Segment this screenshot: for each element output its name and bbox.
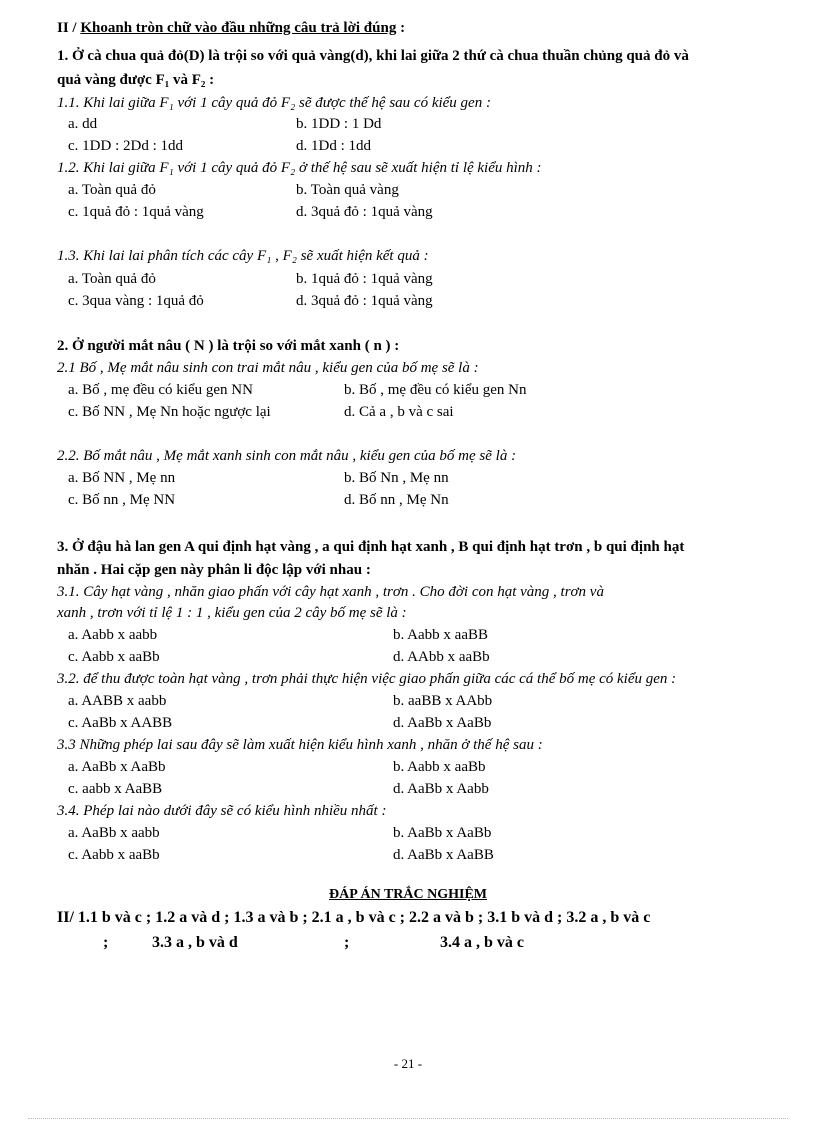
answer-key-heading: ĐÁP ÁN TRẮC NGHIỆM bbox=[328, 887, 488, 902]
q3-2-option-b[interactable]: b. aaBB x AAbb bbox=[393, 693, 493, 709]
q3-3-option-b[interactable]: b. Aabb x aaBb bbox=[393, 759, 486, 775]
q2-1-option-c[interactable]: c. Bố NN , Mẹ Nn hoặc ngược lại bbox=[68, 404, 271, 420]
answer-key-line2-3-3: 3.3 a , b và d bbox=[152, 934, 238, 951]
q3-1-prompt-line1: 3.1. Cây hạt vàng , nhăn giao phấn với cây hạt xanh , trơn . Cho đời con hạt vàng , trơn và bbox=[57, 584, 604, 600]
q1-3-prompt: 1.3. Khi lai lai phân tích các cây F₁ , F₂ sẽ xuất hiện kết quả : bbox=[57, 248, 429, 264]
q3-4-prompt: 3.4. Phép lai nào dưới đây sẽ có kiểu hình nhiều nhất : bbox=[57, 803, 387, 819]
q1-1-option-b[interactable]: b. 1DD : 1 Dd bbox=[296, 116, 382, 132]
q1-1-option-d[interactable]: d. 1Dd : 1dd bbox=[296, 138, 371, 154]
q3-4-option-a[interactable]: a. AaBb x aabb bbox=[68, 825, 160, 841]
q3-stem-line1: 3. Ở đậu hà lan gen A qui định hạt vàng , a qui định hạt xanh , B qui định hạt trơn , b qui định hạt bbox=[57, 539, 685, 555]
section-heading-prefix: II / bbox=[57, 20, 77, 36]
q1-3-option-b[interactable]: b. 1quả đỏ : 1quả vàng bbox=[296, 271, 433, 287]
q3-3-option-d[interactable]: d. AaBb x Aabb bbox=[393, 781, 489, 797]
q3-2-option-a[interactable]: a. AABB x aabb bbox=[68, 693, 167, 709]
q1-2-option-b[interactable]: b. Toàn quả vàng bbox=[296, 182, 399, 198]
section-heading-suffix: : bbox=[400, 20, 406, 36]
q3-1-option-c[interactable]: c. Aabb x aaBb bbox=[68, 649, 160, 665]
q1-3-option-a[interactable]: a. Toàn quả đỏ bbox=[68, 271, 156, 287]
q1-3-option-c[interactable]: c. 3qua vàng : 1quả đỏ bbox=[68, 293, 204, 309]
q3-2-option-c[interactable]: c. AaBb x AABB bbox=[68, 715, 173, 731]
q1-2-option-d[interactable]: d. 3quả đỏ : 1quả vàng bbox=[296, 204, 433, 220]
q3-4-option-d[interactable]: d. AaBb x AaBB bbox=[393, 847, 494, 863]
q2-2-option-a[interactable]: a. Bố NN , Mẹ nn bbox=[68, 470, 176, 486]
q1-2-prompt: 1.2. Khi lai giữa F₁ với 1 cây quả đỏ F₂ ở thế hệ sau sẽ xuất hiện tỉ lệ kiểu hình : bbox=[57, 160, 542, 176]
q3-2-option-d[interactable]: d. AaBb x AaBb bbox=[393, 715, 492, 731]
page-bottom-divider bbox=[28, 1118, 788, 1119]
q3-4-option-b[interactable]: b. AaBb x AaBb bbox=[393, 825, 492, 841]
q2-2-option-c[interactable]: c. Bố nn , Mẹ NN bbox=[68, 492, 176, 508]
q1-stem-line2: quả vàng được F₁ và F₂ : bbox=[57, 72, 215, 88]
answer-key-line2-3-4: 3.4 a , b và c bbox=[440, 934, 524, 951]
answer-key-line2-sep1: ; bbox=[103, 934, 109, 951]
q1-1-prompt: 1.1. Khi lai giữa F₁ với 1 cây quả đỏ F₂ sẽ được thế hệ sau có kiểu gen : bbox=[57, 95, 491, 111]
q3-1-option-b[interactable]: b. Aabb x aaBB bbox=[393, 627, 488, 643]
q3-3-option-c[interactable]: c. aabb x AaBB bbox=[68, 781, 163, 797]
q1-1-option-a[interactable]: a. dd bbox=[68, 116, 98, 132]
q2-stem: 2. Ở người mắt nâu ( N ) là trội so với mắt xanh ( n ) : bbox=[57, 338, 400, 354]
q3-1-prompt-line2: xanh , trơn với tỉ lệ 1 : 1 , kiểu gen của 2 cây bố mẹ sẽ là : bbox=[57, 605, 407, 621]
q1-2-option-a[interactable]: a. Toàn quả đỏ bbox=[68, 182, 156, 198]
q2-1-option-d[interactable]: d. Cả a , b và c sai bbox=[344, 404, 454, 420]
q2-1-option-a[interactable]: a. Bố , mẹ đều có kiểu gen NN bbox=[68, 382, 253, 398]
q1-stem-line1: 1. Ở cà chua quả đỏ(D) là trội so với quả vàng(d), khi lai giữa 2 thứ cà chua thuần chủng quả đỏ và bbox=[57, 48, 689, 64]
answer-key-line1: II/ 1.1 b và c ; 1.2 a và d ; 1.3 a và b ; 2.1 a , b và c ; 2.2 a và b ; 3.1 b và d ; 3.2 a , b và c bbox=[57, 909, 651, 926]
q3-3-prompt: 3.3 Những phép lai sau đây sẽ làm xuất hiện kiểu hình xanh , nhăn ở thế hệ sau : bbox=[57, 737, 543, 753]
q3-1-option-d[interactable]: d. AAbb x aaBb bbox=[393, 649, 490, 665]
q2-1-option-b[interactable]: b. Bố , mẹ đều có kiểu gen Nn bbox=[344, 382, 527, 398]
q1-3-option-d[interactable]: d. 3quả đỏ : 1quả vàng bbox=[296, 293, 433, 309]
q2-1-prompt: 2.1 Bố , Mẹ mắt nâu sinh con trai mắt nâu , kiểu gen của bố mẹ sẽ là : bbox=[57, 360, 479, 376]
q3-4-option-c[interactable]: c. Aabb x aaBb bbox=[68, 847, 160, 863]
q1-1-option-c[interactable]: c. 1DD : 2Dd : 1dd bbox=[68, 138, 183, 154]
q3-3-option-a[interactable]: a. AaBb x AaBb bbox=[68, 759, 166, 775]
q2-2-option-d[interactable]: d. Bố nn , Mẹ Nn bbox=[344, 492, 449, 508]
q3-stem-line2: nhăn . Hai cặp gen này phân li độc lập với nhau : bbox=[57, 562, 371, 578]
section-heading bbox=[57, 18, 405, 38]
section-heading-title: Khoanh tròn chữ vào đầu những câu trả lời đúng bbox=[80, 20, 397, 36]
q2-2-prompt: 2.2. Bố mắt nâu , Mẹ mắt xanh sinh con mắt nâu , kiểu gen của bố mẹ sẽ là : bbox=[57, 448, 517, 464]
q1-2-option-c[interactable]: c. 1quả đỏ : 1quả vàng bbox=[68, 204, 204, 220]
answer-key-line2-sep2: ; bbox=[344, 934, 350, 951]
q3-2-prompt: 3.2. để thu được toàn hạt vàng , trơn phải thực hiện việc giao phấn giữa các cá thể bố mẹ có kiểu gen : bbox=[57, 671, 677, 687]
page-number: - 21 - bbox=[393, 1056, 423, 1071]
q3-1-option-a[interactable]: a. Aabb x aabb bbox=[68, 627, 158, 643]
q2-2-option-b[interactable]: b. Bố Nn , Mẹ nn bbox=[344, 470, 449, 486]
